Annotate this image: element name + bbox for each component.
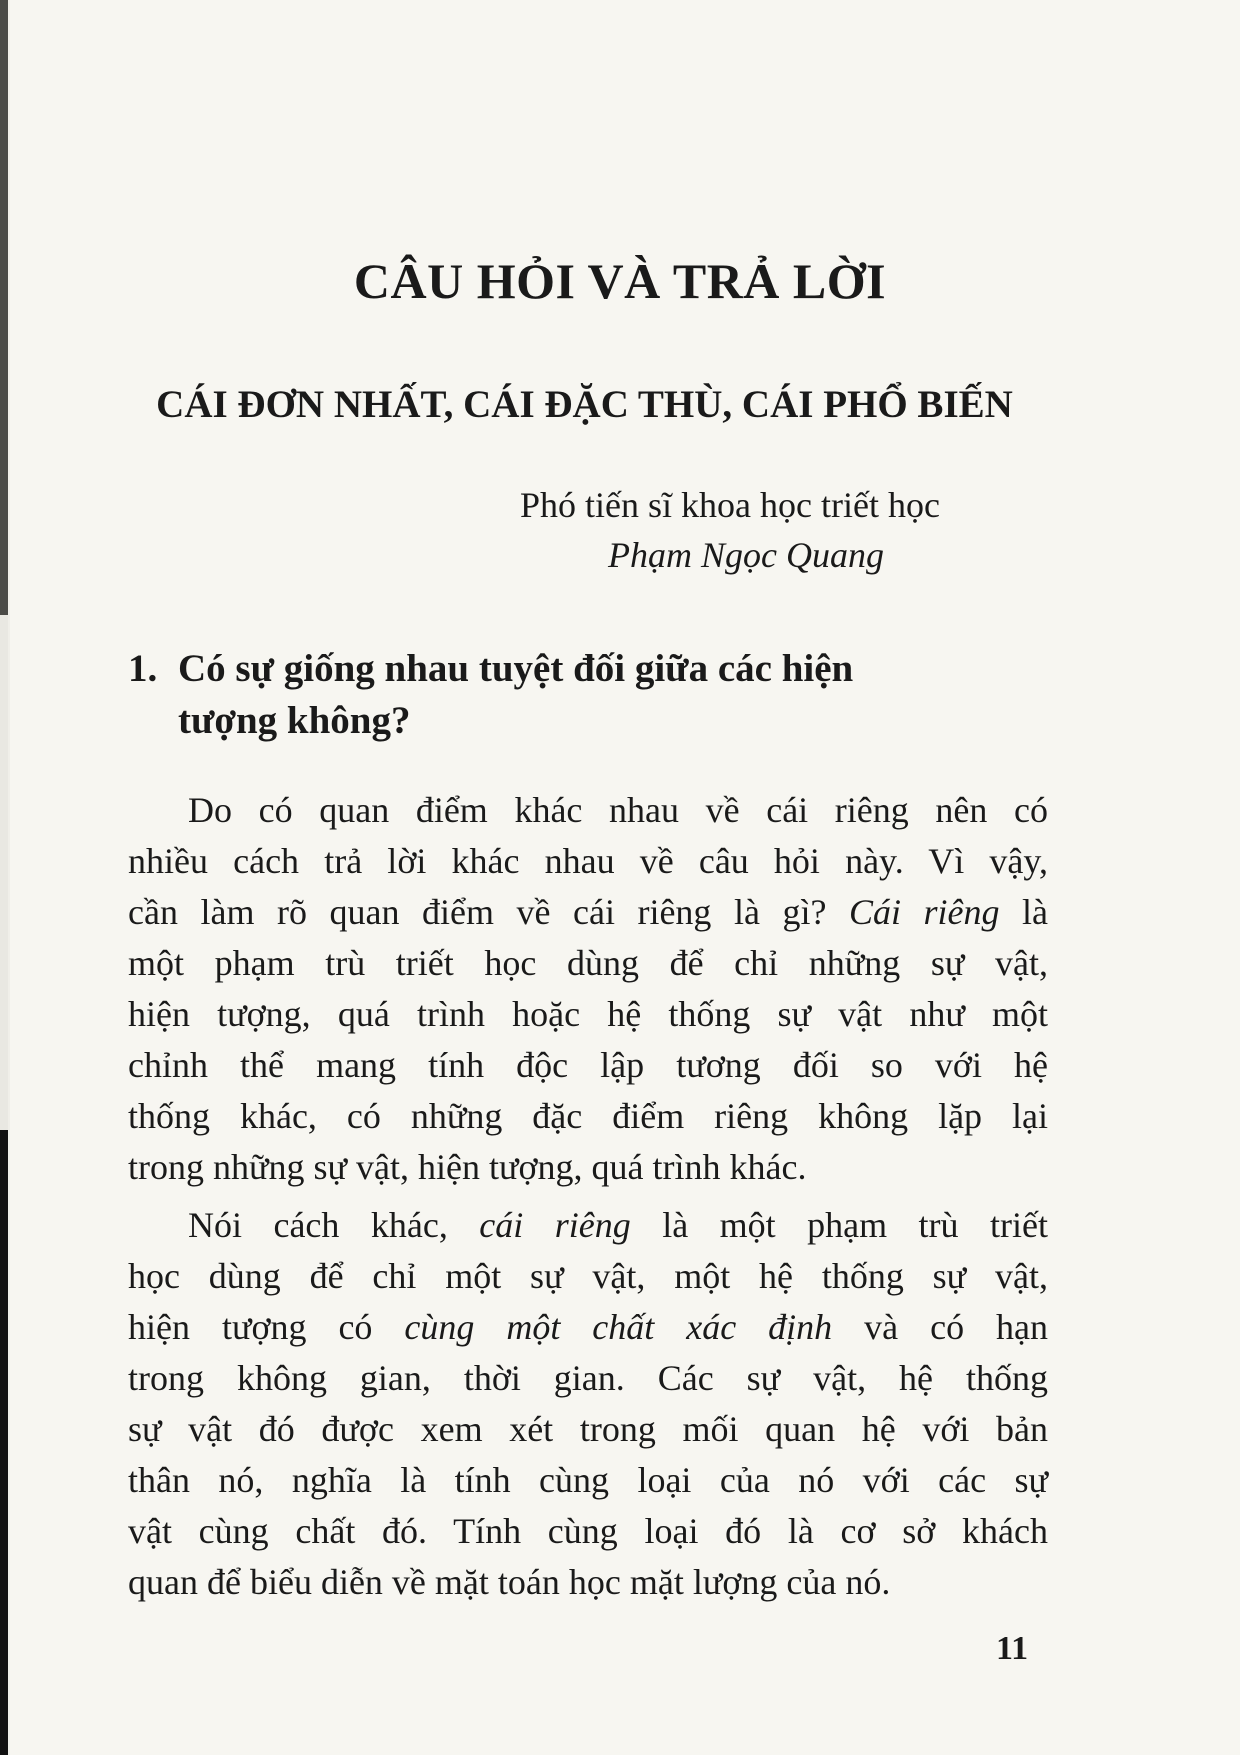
paragraph-line: trong không gian, thời gian. Các sự vật, hệ thống <box>128 1358 1048 1398</box>
paragraph-line: vật cùng chất đó. Tính cùng loại đó là cơ sở khách <box>128 1511 1048 1551</box>
emphasis-term: cùng một chất xác định <box>404 1307 833 1347</box>
section-title: CÁI ĐƠN NHẤT, CÁI ĐẶC THÙ, CÁI PHỔ BIẾN <box>156 383 1013 426</box>
question-text-line1: Có sự giống nhau tuyệt đối giữa các hiện <box>178 647 854 690</box>
paragraph-2 <box>128 1200 1048 1608</box>
paragraph-line: nhiều cách trả lời khác nhau về câu hỏi này. Vì vậy, <box>128 841 1048 881</box>
paragraph-text: là một phạm trù triết <box>630 1205 1048 1245</box>
paragraph-line: học dùng để chỉ một sự vật, một hệ thống sự vật, <box>128 1256 1048 1296</box>
paragraph-line: Do có quan điểm khác nhau về cái riêng nên có <box>188 790 1048 830</box>
paragraph-text: và có hạn <box>832 1307 1049 1347</box>
paragraph-line: hiện tượng, quá trình hoặc hệ thống sự vật như một <box>128 994 1048 1034</box>
paragraph-line <box>128 887 1048 938</box>
book-title: CÂU HỎI VÀ TRẢ LỜI <box>353 253 887 309</box>
paragraph-line <box>128 1302 1048 1353</box>
paragraph-line: quan để biểu diễn về mặt toán học mặt lượng của nó. <box>128 1562 891 1602</box>
page-number: 11 <box>996 1630 1029 1667</box>
paragraph-line: thân nó, nghĩa là tính cùng loại của nó với các sự <box>128 1460 1048 1500</box>
paragraph-line: chỉnh thể mang tính độc lập tương đối so với hệ <box>128 1045 1048 1085</box>
paragraph-text: là <box>999 892 1048 932</box>
paragraph-line: một phạm trù triết học dùng để chỉ những sự vật, <box>128 943 1048 983</box>
emphasis-term: cái riêng <box>479 1205 631 1245</box>
paragraph-line: thống khác, có những đặc điểm riêng không lặp lại <box>128 1096 1048 1136</box>
author-academic-title: Phó tiến sĩ khoa học triết học <box>520 485 940 525</box>
paragraph-line <box>128 1200 1048 1251</box>
question-number: 1. <box>128 647 158 690</box>
paragraph-1 <box>128 785 1048 1193</box>
emphasis-term: Cái riêng <box>848 892 1000 932</box>
binding-shadow-bottom <box>0 1130 8 1755</box>
question-heading <box>128 643 1058 747</box>
binding-shadow-middle <box>0 615 8 1130</box>
paragraph-text: Nói cách khác, <box>188 1205 480 1245</box>
question-text-line2: tượng không? <box>178 699 411 742</box>
paragraph-text: hiện tượng có <box>128 1307 405 1347</box>
paragraph-line: trong những sự vật, hiện tượng, quá trình khác. <box>128 1147 807 1187</box>
author-block <box>520 480 1040 580</box>
paragraph-line: sự vật đó được xem xét trong mối quan hệ với bản <box>128 1409 1048 1449</box>
paragraph-text: cần làm rõ quan điểm về cái riêng là gì? <box>128 892 849 932</box>
author-name: Phạm Ngọc Quang <box>608 535 884 575</box>
